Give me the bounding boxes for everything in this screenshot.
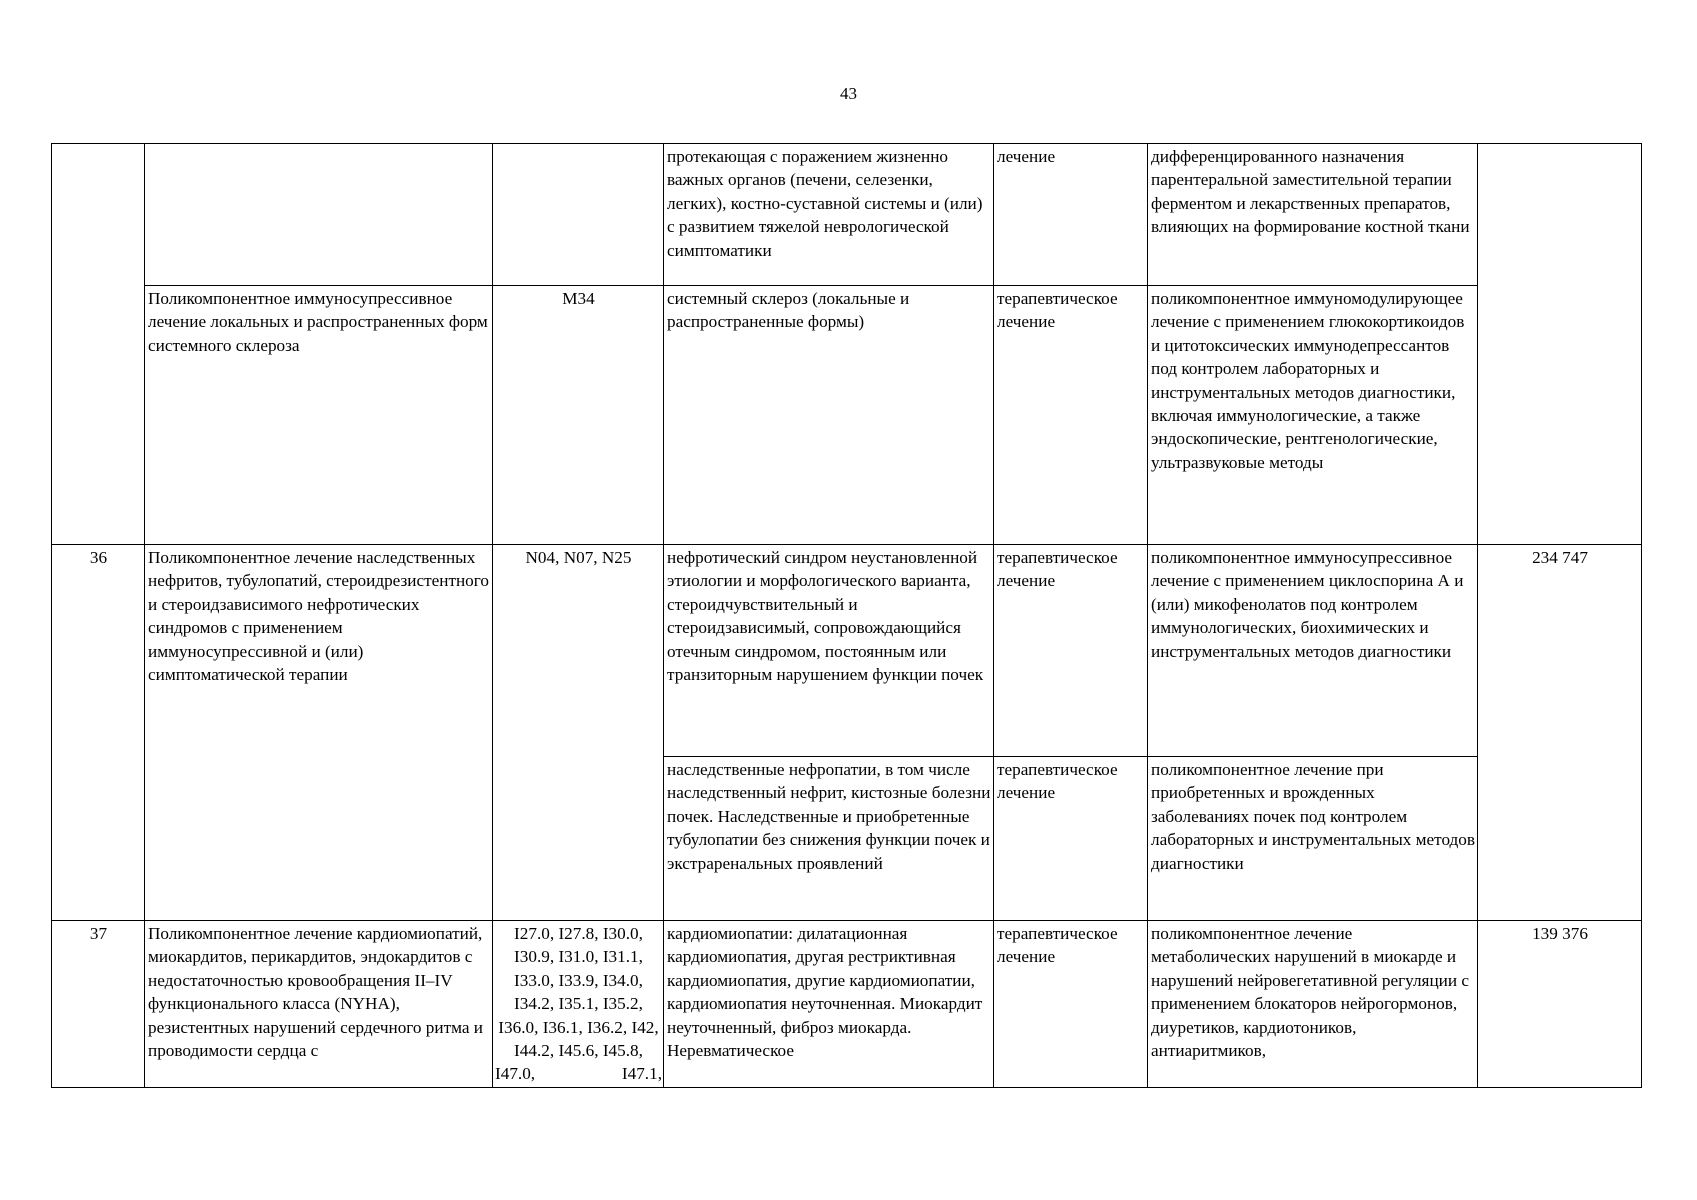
row-number-cell: 36: [52, 545, 145, 921]
icd-codes-cell: M34: [493, 286, 664, 545]
treatment-method-cell: дифференцированного назначения парентеральной заместительной терапии ферментом и лекарственных препаратов, влияющих на формирование костной ткани: [1148, 144, 1478, 286]
disease-model-cell: протекающая с поражением жизненно важных органов (печени, селезенки, легких), костно-суставной системы и (или) с развитием тяжелой неврологической симптоматики: [664, 144, 994, 286]
treatment-method-cell: поликомпонентное иммуносупрессивное лечение с применением циклоспорина А и (или) микофенолатов под контролем иммунологических, биохимических и инструментальных методов диагностики: [1148, 545, 1478, 757]
disease-model-cell: наследственные нефропатии, в том числе наследственный нефрит, кистозные болезни почек. Наследственные и приобретенные тубулопатии без снижения функции почек и экстраренальных проявлений: [664, 757, 994, 921]
disease-model-cell: кардиомиопатии: дилатационная кардиомиопатия, другая рестриктивная кардиомиопатия, другие кардиомиопатии, кардиомиопатия неуточненная. Миокардит неуточненный, фиброз миокарда. Неревматическое: [664, 921, 994, 1088]
row-number-cell: 37: [52, 921, 145, 1088]
treatment-type-cell: терапевтическое лечение: [994, 286, 1148, 545]
treatment-type-cell: терапевтическое лечение: [994, 757, 1148, 921]
page-number: 43: [840, 84, 857, 103]
disease-model-cell: нефротический синдром неустановленной этиологии и морфологического варианта, стероидчувствительный и стероидзависимый, сопровождающийся отечным синдромом, постоянным или транзиторным нарушением функции почек: [664, 545, 994, 757]
treatment-method-cell: поликомпонентное иммуномодулирующее лечение с применением глюкокортикоидов и цитотоксических иммунодепрессантов под контролем лабораторных и инструментальных методов диагностики, включая иммунологические, а также эндоскопические, рентгенологические, ультразвуковые методы: [1148, 286, 1478, 545]
price-cell: [1478, 144, 1642, 545]
treatment-method-cell: поликомпонентное лечение при приобретенных и врожденных заболеваниях почек под контролем лабораторных и инструментальных методов диагностики: [1148, 757, 1478, 921]
services-table: [51, 143, 1642, 1088]
table-row: [52, 921, 1642, 1088]
icd-codes-cell: [493, 144, 664, 286]
treatment-name-cell: Поликомпонентное лечение наследственных нефритов, тубулопатий, стероидрезистентного и стероидзависимого нефротических синдромов с применением иммуносупрессивной и (или) симптоматической терапии: [145, 545, 493, 921]
treatment-name-cell: Поликомпонентное иммуносупрессивное лечение локальных и распространенных форм системного склероза: [145, 286, 493, 545]
row-number-cell: [52, 144, 145, 545]
table-row: [52, 545, 1642, 757]
price-cell: 234 747: [1478, 545, 1642, 921]
treatment-name-cell: [145, 144, 493, 286]
icd-codes-cell: I27.0, I27.8, I30.0, I30.9, I31.0, I31.1, I33.0, I33.9, I34.0, I34.2, I35.1, I35.2, I36.0, I36.1, I36.2, I42, I44.2, I45.6, I45.8, I47.0, I47.1,: [493, 921, 664, 1088]
treatment-type-cell: лечение: [994, 144, 1148, 286]
treatment-type-cell: терапевтическое лечение: [994, 921, 1148, 1088]
treatment-name-cell: Поликомпонентное лечение кардиомиопатий, миокардитов, перикардитов, эндокардитов с недостаточностью кровообращения II–IV функционального класса (NYHA), резистентных нарушений сердечного ритма и проводимости сердца с: [145, 921, 493, 1088]
treatment-method-cell: поликомпонентное лечение метаболических нарушений в миокарде и нарушений нейровегетативной регуляции с применением блокаторов нейрогормонов, диуретиков, кардиотоников, антиаритмиков,: [1148, 921, 1478, 1088]
table-row: [52, 286, 1642, 545]
table-row: [52, 144, 1642, 286]
price-cell: 139 376: [1478, 921, 1642, 1088]
disease-model-cell: системный склероз (локальные и распространенные формы): [664, 286, 994, 545]
treatment-type-cell: терапевтическое лечение: [994, 545, 1148, 757]
icd-codes-cell: N04, N07, N25: [493, 545, 664, 921]
